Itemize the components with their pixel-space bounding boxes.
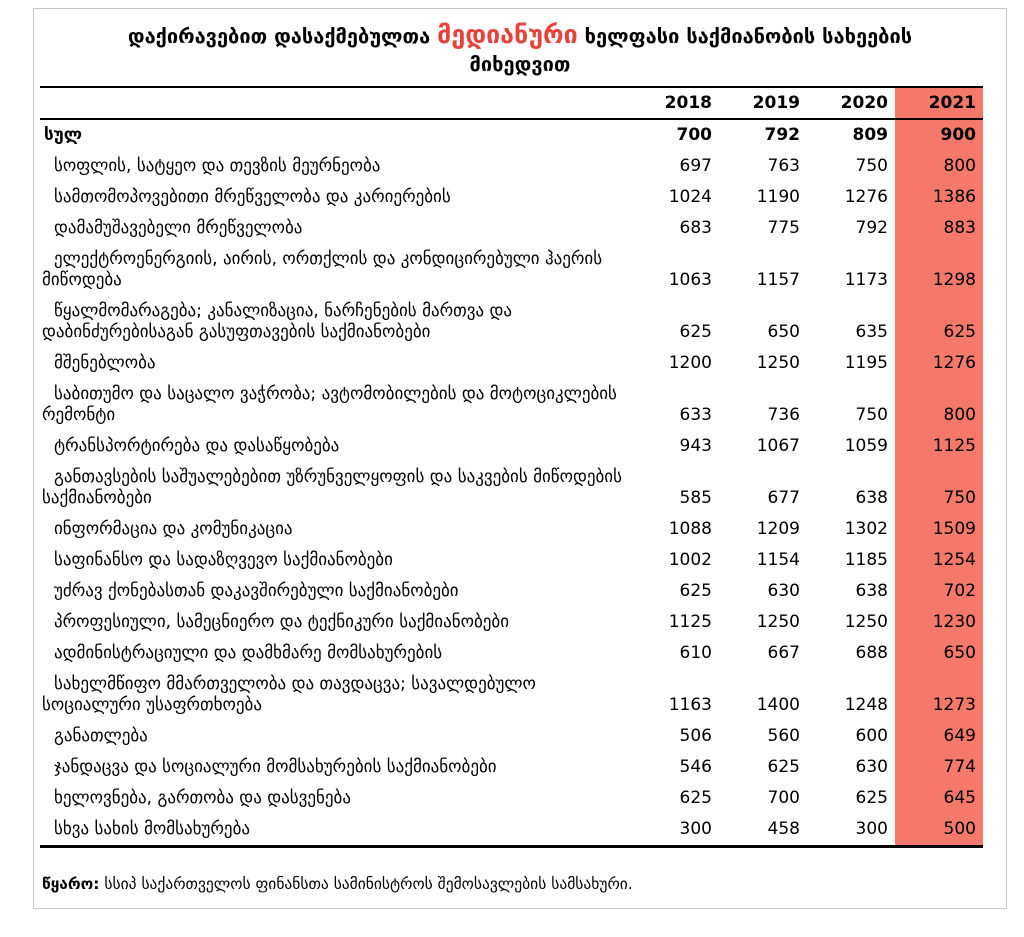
value-cell-2018: 700 bbox=[676, 125, 712, 145]
table-row bbox=[40, 462, 983, 514]
value-cell-2018: 1163 bbox=[668, 695, 712, 715]
value-cell-2021: 650 bbox=[895, 638, 983, 669]
value-cell-2020: 625 bbox=[855, 788, 888, 808]
row-label: ტრანსპორტირება და დასაწყობება bbox=[54, 436, 340, 456]
value-cell-2021: 1386 bbox=[895, 182, 983, 213]
value-cell-2020: 750 bbox=[855, 156, 888, 176]
table-row bbox=[40, 638, 983, 669]
value-cell-2018: 633 bbox=[679, 405, 712, 425]
header-row bbox=[40, 87, 983, 119]
table-row bbox=[40, 244, 983, 296]
value-cell-2020: 809 bbox=[852, 125, 888, 145]
value-cell-2020: 1276 bbox=[844, 187, 888, 207]
value-cell-2019: 763 bbox=[767, 156, 800, 176]
value-cell-2019: 630 bbox=[767, 581, 800, 601]
value-cell-2020: 638 bbox=[855, 581, 888, 601]
value-cell-2019: 560 bbox=[767, 726, 800, 746]
value-cell-2018: 625 bbox=[679, 322, 712, 342]
value-cell-2018: 683 bbox=[679, 218, 712, 238]
value-cell-2018: 625 bbox=[679, 581, 712, 601]
value-cell-2020: 688 bbox=[855, 643, 888, 663]
value-cell-2019: 667 bbox=[767, 643, 800, 663]
value-cell-2020: 1173 bbox=[844, 270, 888, 290]
table-row bbox=[40, 431, 983, 462]
value-cell-2019: 736 bbox=[767, 405, 800, 425]
value-cell-2019: 775 bbox=[767, 218, 800, 238]
value-cell-2019: 1250 bbox=[756, 353, 800, 373]
table-row bbox=[40, 783, 983, 814]
value-cell-2019: 700 bbox=[767, 788, 800, 808]
table-row bbox=[40, 545, 983, 576]
value-cell-2018: 697 bbox=[679, 156, 712, 176]
value-cell-2021: 500 bbox=[895, 814, 983, 847]
value-cell-2018: 546 bbox=[679, 757, 712, 777]
value-cell-2018: 1002 bbox=[668, 550, 712, 570]
value-cell-2021: 883 bbox=[895, 213, 983, 244]
value-cell-2018: 1024 bbox=[668, 187, 712, 207]
value-cell-2019: 1157 bbox=[756, 270, 800, 290]
source-note bbox=[42, 874, 1006, 894]
value-cell-2019: 1400 bbox=[756, 695, 800, 715]
value-cell-2021: 750 bbox=[895, 462, 983, 514]
value-cell-2020: 1302 bbox=[844, 519, 888, 539]
table-row bbox=[40, 607, 983, 638]
value-cell-2021: 1276 bbox=[895, 348, 983, 379]
row-label: პროფესიული, სამეცნიერო და ტექნიკური საქმიანობები bbox=[54, 612, 510, 632]
value-cell-2021: 1125 bbox=[895, 431, 983, 462]
value-cell-2018: 610 bbox=[679, 643, 712, 663]
table-row bbox=[40, 296, 983, 348]
value-cell-2020: 300 bbox=[855, 819, 888, 839]
table-header bbox=[40, 87, 983, 119]
value-cell-2019: 1190 bbox=[756, 187, 800, 207]
table-row bbox=[40, 721, 983, 752]
value-cell-2020: 600 bbox=[855, 726, 888, 746]
value-cell-2020: 630 bbox=[855, 757, 888, 777]
value-cell-2020: 638 bbox=[855, 488, 888, 508]
value-cell-2021: 702 bbox=[895, 576, 983, 607]
source-label: წყარო: bbox=[42, 875, 100, 893]
value-cell-2021: 1509 bbox=[895, 514, 983, 545]
column-header-2020: 2020 bbox=[840, 93, 888, 113]
table-row bbox=[40, 514, 983, 545]
value-cell-2018: 1125 bbox=[668, 612, 712, 632]
value-cell-2019: 677 bbox=[767, 488, 800, 508]
value-cell-2020: 750 bbox=[855, 405, 888, 425]
value-cell-2018: 506 bbox=[679, 726, 712, 746]
value-cell-2019: 625 bbox=[767, 757, 800, 777]
row-label: უძრავ ქონებასთან დაკავშირებული საქმიანობები bbox=[54, 581, 459, 601]
value-cell-2018: 300 bbox=[679, 819, 712, 839]
value-cell-2019: 1209 bbox=[756, 519, 800, 539]
value-cell-2019: 1067 bbox=[756, 436, 800, 456]
row-label: განათლება bbox=[54, 726, 148, 746]
row-label: სამთომოპოვებითი მრეწველობა და კარიერების bbox=[54, 187, 451, 207]
row-label: განთავსების საშუალებებით უზრუნველყოფის და საკვების მიწოდების საქმიანობები bbox=[42, 467, 622, 508]
row-label: მშენებლობა bbox=[54, 353, 156, 373]
value-cell-2019: 650 bbox=[767, 322, 800, 342]
value-cell-2018: 1200 bbox=[668, 353, 712, 373]
row-label: წყალმომარაგება; კანალიზაცია, ნარჩენების მართვა და დაბინძურებისაგან გასუფთავების საქმიანობები bbox=[42, 301, 513, 342]
column-header-2019: 2019 bbox=[752, 93, 800, 113]
value-cell-2020: 1059 bbox=[844, 436, 888, 456]
value-cell-2021: 1230 bbox=[895, 607, 983, 638]
table-row bbox=[40, 379, 983, 431]
column-header-blank bbox=[40, 87, 631, 119]
table-row bbox=[40, 576, 983, 607]
table-row bbox=[40, 213, 983, 244]
table-row bbox=[40, 348, 983, 379]
value-cell-2018: 625 bbox=[679, 788, 712, 808]
report-card bbox=[33, 8, 1007, 909]
row-label: ელექტროენერგიის, აირის, ორთქლის და კონდიცირებული ჰაერის მიწოდება bbox=[42, 249, 603, 290]
title-prefix: დაქირავებით დასაქმებულთა bbox=[127, 24, 431, 48]
table-row bbox=[40, 752, 983, 783]
table-body bbox=[40, 119, 983, 847]
table-row bbox=[40, 669, 983, 721]
row-label: ინფორმაცია და კომუნიკაცია bbox=[54, 519, 293, 539]
value-cell-2020: 635 bbox=[855, 322, 888, 342]
table-row bbox=[40, 182, 983, 213]
value-cell-2021: 800 bbox=[895, 151, 983, 182]
value-cell-2019: 1250 bbox=[756, 612, 800, 632]
table-row bbox=[40, 151, 983, 182]
value-cell-2021: 1298 bbox=[895, 244, 983, 296]
value-cell-2018: 1088 bbox=[668, 519, 712, 539]
row-label: სახელმწიფო მმართველობა და თავდაცვა; სავალდებულო სოციალური უსაფრთხოება bbox=[42, 674, 536, 715]
value-cell-2021: 800 bbox=[895, 379, 983, 431]
value-cell-2021: 900 bbox=[895, 119, 983, 151]
title-suffix: ხელფასი საქმიანობის სახეების მიხედვით bbox=[469, 24, 913, 76]
value-cell-2020: 1250 bbox=[844, 612, 888, 632]
value-cell-2018: 585 bbox=[679, 488, 712, 508]
row-label: საფინანსო და სადაზღვევო საქმიანობები bbox=[54, 550, 393, 570]
row-label: სულ bbox=[44, 125, 82, 145]
value-cell-2018: 943 bbox=[679, 436, 712, 456]
column-header-2018: 2018 bbox=[664, 93, 712, 113]
value-cell-2020: 1185 bbox=[844, 550, 888, 570]
median-salary-table bbox=[40, 86, 983, 848]
value-cell-2021: 774 bbox=[895, 752, 983, 783]
column-header-2021: 2021 bbox=[895, 87, 983, 119]
row-label: სხვა სახის მომსახურება bbox=[54, 819, 250, 839]
row-label: სოფლის, სატყეო და თევზის მეურნეობა bbox=[54, 156, 381, 176]
source-text: სსიპ საქართველოს ფინანსთა სამინისტროს შემოსავლების სამსახური. bbox=[104, 875, 633, 893]
row-label: ხელოვნება, გართობა და დასვენება bbox=[54, 788, 351, 808]
row-label: დამამუშავებელი მრეწველობა bbox=[54, 218, 303, 238]
value-cell-2020: 792 bbox=[855, 218, 888, 238]
row-label: საბითუმო და საცალო ვაჭრობა; ავტომობილების და მოტოციკლების რემონტი bbox=[42, 384, 617, 425]
value-cell-2019: 1154 bbox=[756, 550, 800, 570]
value-cell-2021: 645 bbox=[895, 783, 983, 814]
row-label: ჯანდაცვა და სოციალური მომსახურების საქმიანობები bbox=[54, 757, 497, 777]
value-cell-2021: 649 bbox=[895, 721, 983, 752]
value-cell-2021: 625 bbox=[895, 296, 983, 348]
value-cell-2021: 1254 bbox=[895, 545, 983, 576]
value-cell-2018: 1063 bbox=[668, 270, 712, 290]
total-row bbox=[40, 119, 983, 151]
value-cell-2019: 458 bbox=[767, 819, 800, 839]
title-highlight-word: მედიანური bbox=[437, 20, 578, 49]
value-cell-2020: 1248 bbox=[844, 695, 888, 715]
value-cell-2020: 1195 bbox=[844, 353, 888, 373]
row-label: ადმინისტრაციული და დამხმარე მომსახურების bbox=[54, 643, 443, 663]
value-cell-2019: 792 bbox=[764, 125, 800, 145]
table-row bbox=[40, 814, 983, 847]
value-cell-2021: 1273 bbox=[895, 669, 983, 721]
page-title bbox=[80, 21, 960, 78]
